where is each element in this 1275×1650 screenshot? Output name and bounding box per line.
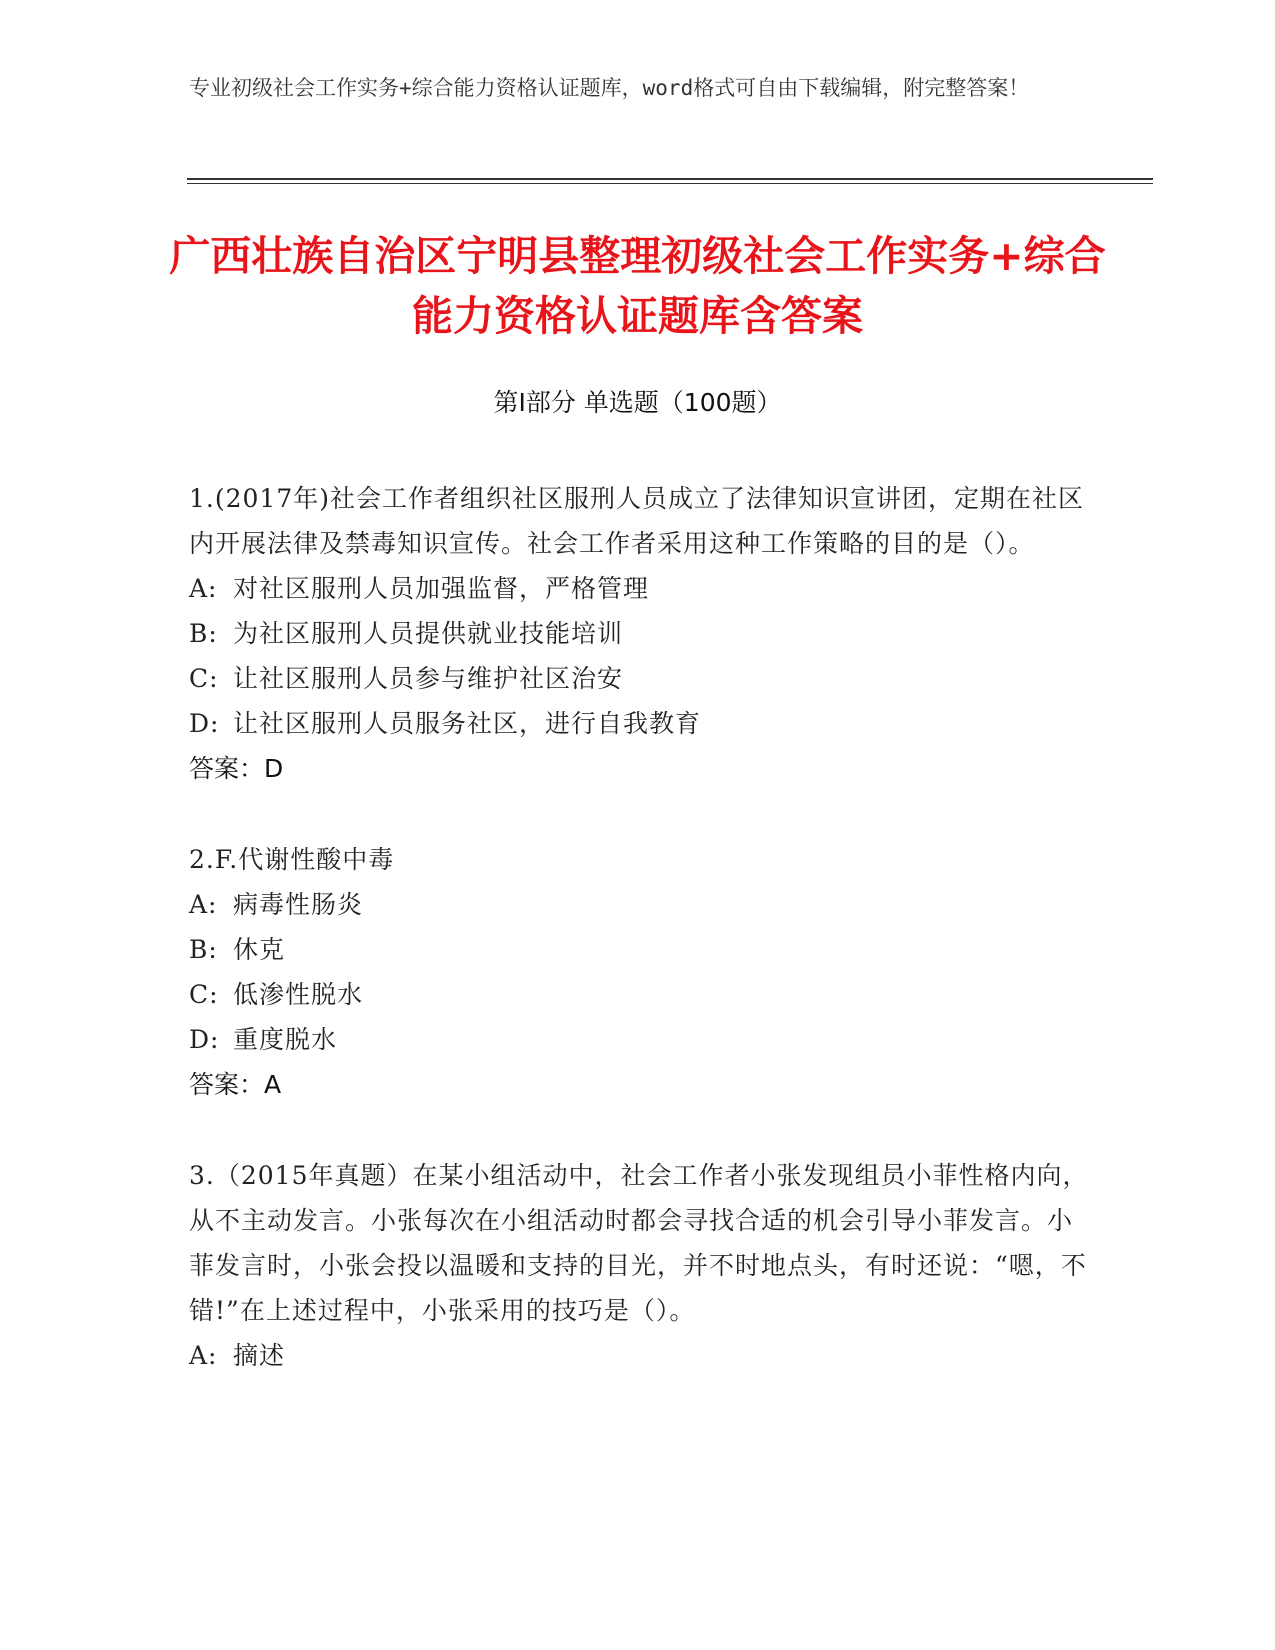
option-label: B: (189, 935, 218, 964)
document-title: 广西壮族自治区宁明县整理初级社会工作实务+综合能力资格认证题库含答案 (169, 232, 1106, 340)
question-text: 1.(2017年)社会工作者组织社区服刑人员成立了法律知识宣讲团，定期在社区内开展法律及禁毒知识宣传。社会工作者采用这种工作策略的目的是（）。 (189, 484, 1084, 558)
option-label: C: (189, 664, 219, 693)
question-text: 2.F.代谢性酸中毒 (189, 845, 395, 874)
header-divider-thin (187, 183, 1153, 184)
question-item (189, 476, 1089, 791)
question-list (189, 476, 1089, 1378)
section-heading: 第Ⅰ部分 单选题（100题） (493, 388, 782, 417)
option-label: D: (189, 1025, 220, 1054)
option-text: 病毒性肠炎 (233, 890, 364, 919)
option-text: 对社区服刑人员加强监督，严格管理 (233, 574, 650, 603)
option-label: A: (189, 1341, 218, 1370)
option-text: 休克 (233, 935, 286, 964)
option-a (189, 1333, 1089, 1378)
spacer (189, 1107, 1089, 1153)
option-label: D: (189, 709, 220, 738)
option-label: A: (189, 890, 218, 919)
option-text: 让社区服刑人员参与维护社区治安 (233, 664, 624, 693)
answer-line: 答案：D (189, 754, 284, 783)
question-text: 3.（2015年真题）在某小组活动中，社会工作者小张发现组员小菲性格内向，从不主动发言。小张每次在小组活动时都会寻找合适的机会引导小菲发言。小菲发言时，小张会投以温暖和支持的目光，并不时地点头，有时还说：“嗯，不错!”在上述过程中，小张采用的技巧是（）。 (189, 1161, 1089, 1325)
option-label: C: (189, 980, 219, 1009)
header-note: 专业初级社会工作实务+综合能力资格认证题库，word格式可自由下载编辑，附完整答案！ (189, 76, 1030, 100)
option-text: 重度脱水 (233, 1025, 338, 1054)
option-text: 低渗性脱水 (233, 980, 364, 1009)
option-c (189, 656, 1089, 701)
option-text: 为社区服刑人员提供就业技能培训 (233, 619, 624, 648)
answer-line: 答案：A (189, 1070, 282, 1099)
option-a (189, 566, 1089, 611)
option-b (189, 611, 1089, 656)
question-item (189, 837, 1089, 1107)
option-text: 摘述 (233, 1341, 286, 1370)
option-label: A: (189, 574, 218, 603)
option-a (189, 882, 1089, 927)
option-label: B: (189, 619, 218, 648)
option-b (189, 927, 1089, 972)
option-d (189, 1017, 1089, 1062)
option-text: 让社区服刑人员服务社区，进行自我教育 (233, 709, 702, 738)
header-divider-thick (187, 178, 1153, 180)
question-item (189, 1153, 1089, 1378)
spacer (189, 791, 1089, 837)
option-c (189, 972, 1089, 1017)
option-d (189, 701, 1089, 746)
